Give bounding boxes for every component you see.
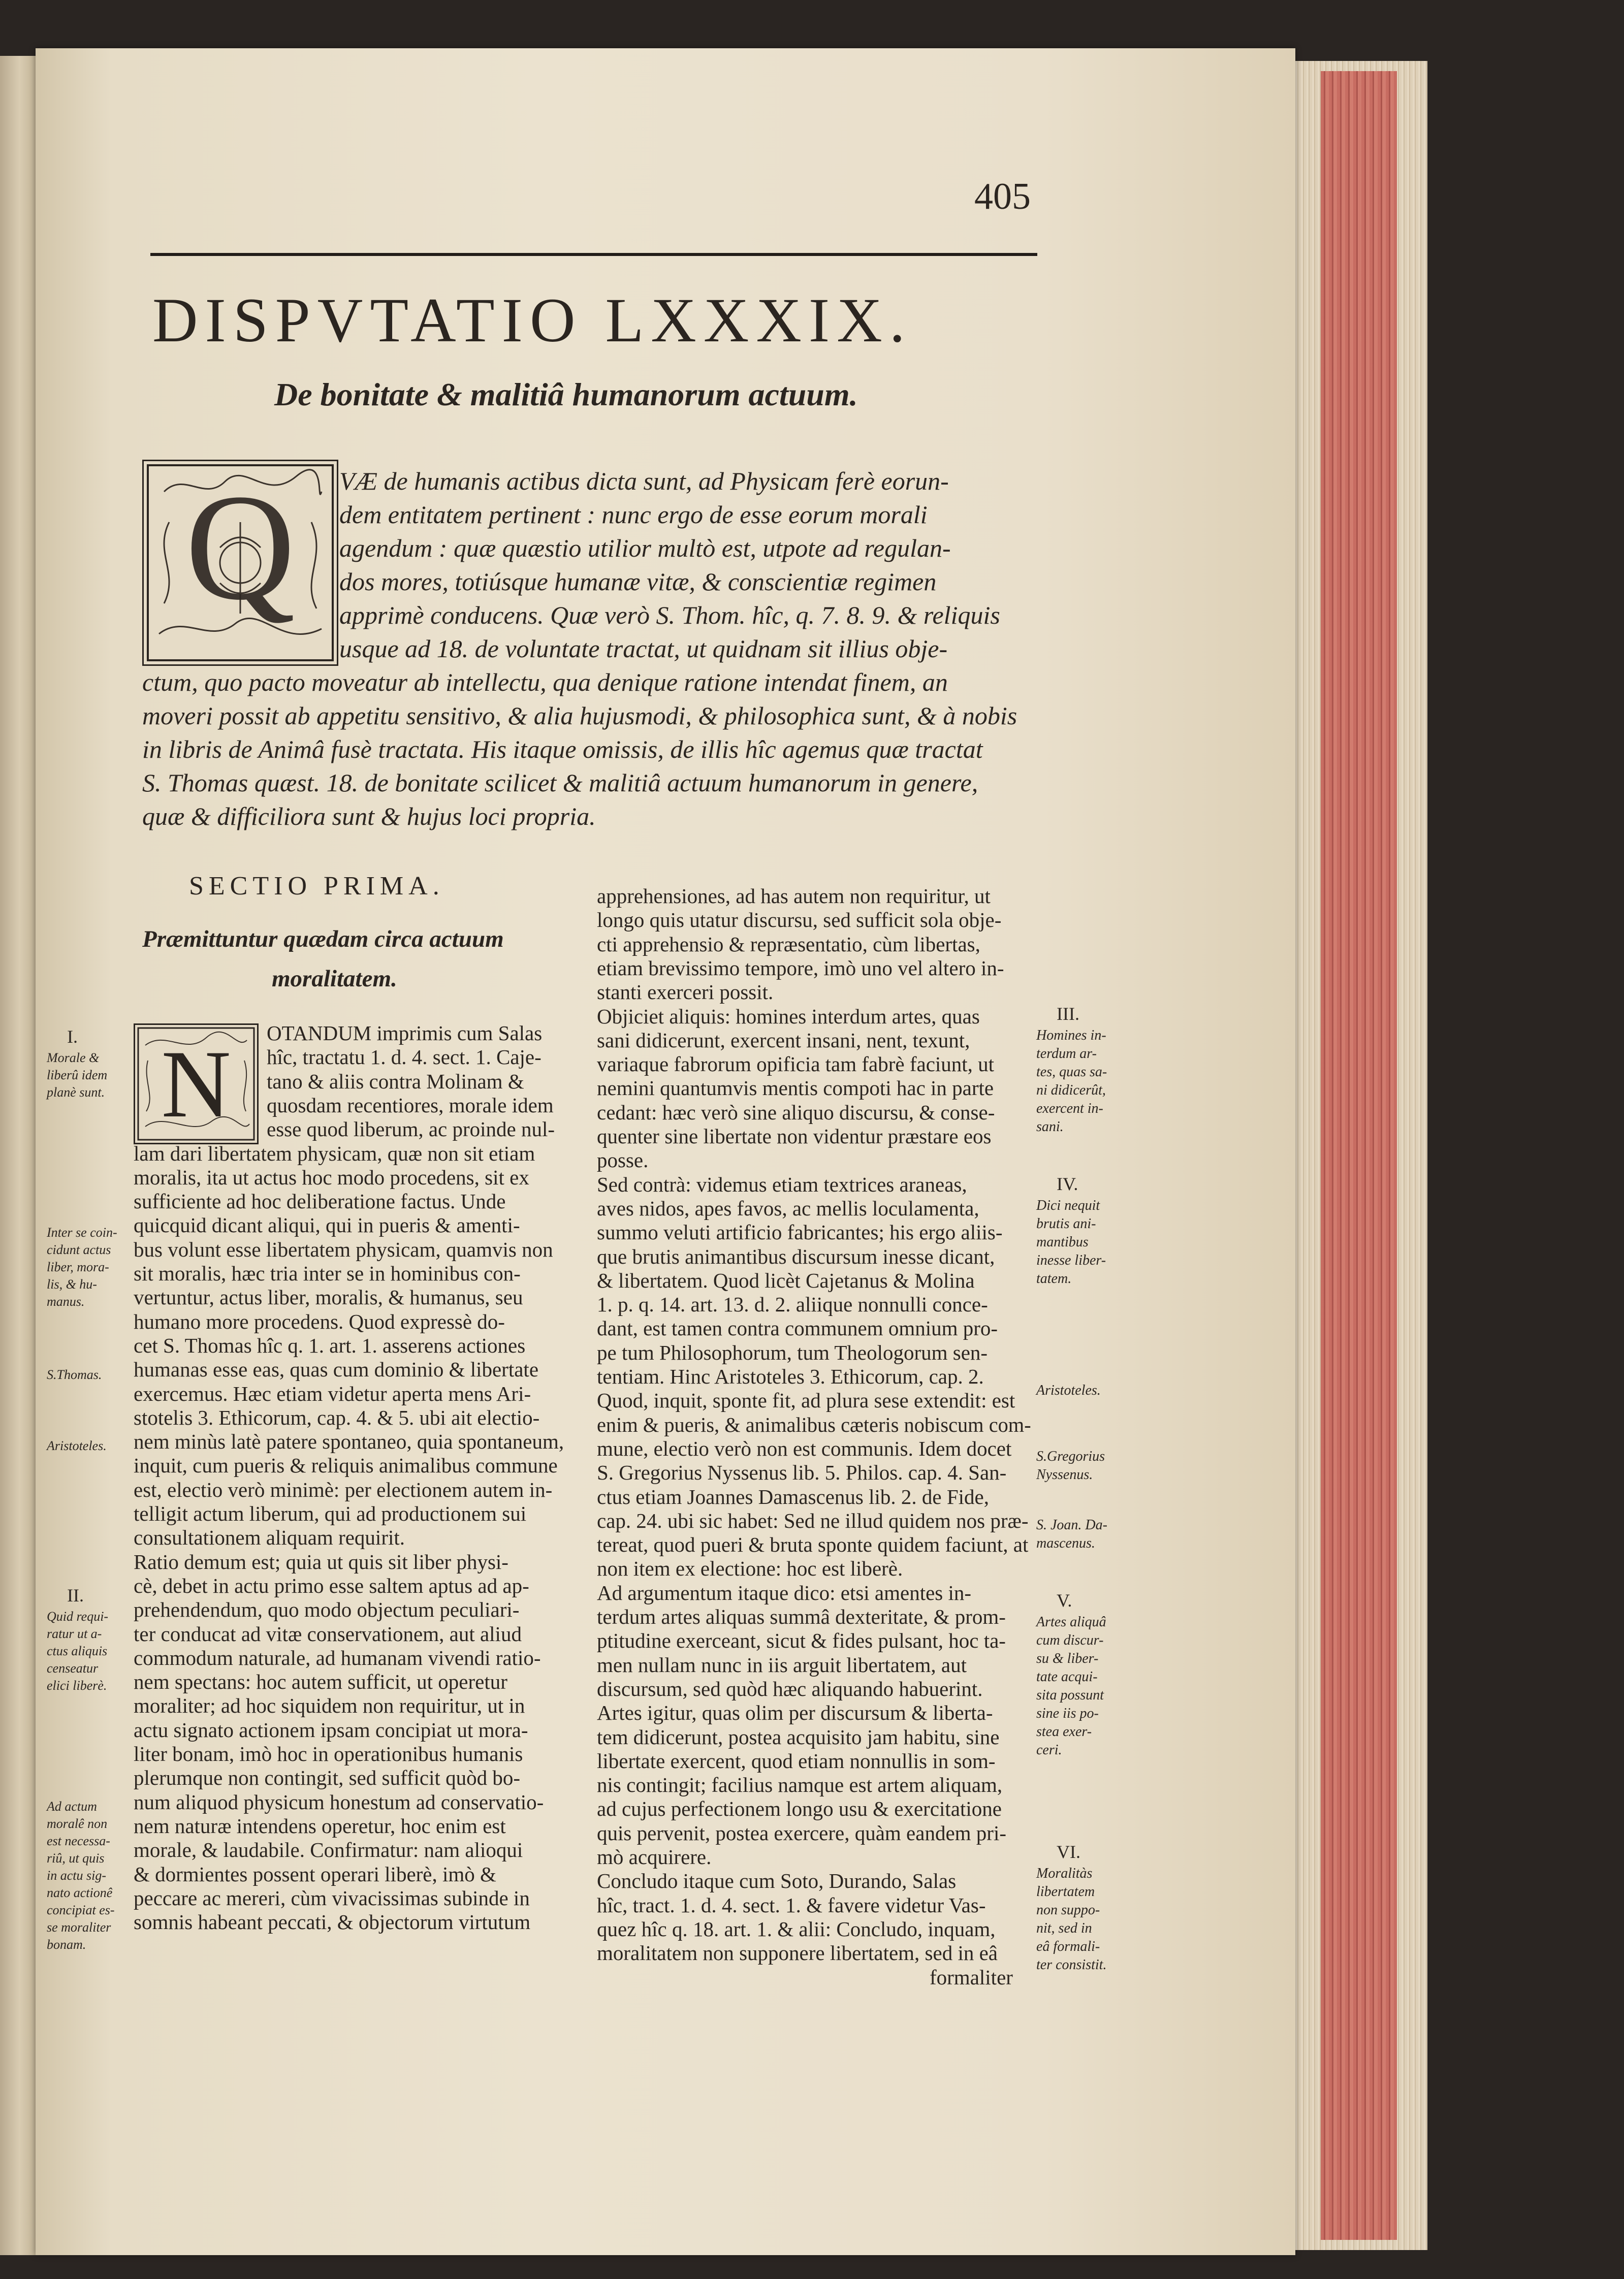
right-column-line: libertate exercent, quod etiam nonnullis in som- [597,1749,996,1773]
margin-note-line: Aristoteles. [47,1438,107,1453]
left-column-line: moraliter; ad hoc siquidem non requiritur, ut in [134,1694,525,1718]
margin-note-line: tes, quas sa- [1036,1064,1107,1080]
margin-note-line: Ad actum [47,1799,97,1814]
left-column-line: est, electio verò minimè: per electionem autem in- [134,1478,553,1501]
right-column-line: posse. [597,1148,649,1172]
right-column-line: nis contingit; facilius namque est artem aliquam, [597,1773,1003,1797]
margin-note-line: ni didicerût, [1036,1082,1106,1098]
margin-note-line: manus. [47,1294,85,1309]
disputation-title: DISPVTATIO LXXXIX. [152,285,912,355]
right-column-line: & libertatem. Quod licèt Cajetanus & Molina [597,1268,975,1292]
ornamental-initial-n [134,1023,259,1144]
intro-line: in libris de Animâ fusè tractata. His itaque omissis, de illis hîc agemus quæ tractat [142,735,983,763]
left-column-line: nem minùs latè patere spontaneo, quia spontaneum, [134,1430,564,1454]
right-column-line: Ad argumentum itaque dico: etsi amentes in- [597,1581,972,1604]
margin-note-line: Aristoteles. [1036,1383,1101,1398]
left-column-line: quosdam recentiores, morale idem [267,1093,554,1117]
margin-note-line: mascenus. [1036,1535,1095,1551]
right-column-line: Artes igitur, quas olim per discursum & liberta- [597,1701,993,1725]
left-column-line: prehendendum, quo modo objectum peculiari- [134,1598,520,1622]
margin-note-line: Inter se coin- [47,1225,117,1240]
left-column-line: cè, debet in actu primo esse saltem aptus ad ap- [134,1574,529,1597]
margin-note-line: Quid requi- [47,1609,109,1624]
right-column-line: quis pervenit, postea exercere, quàm eandem pri- [597,1821,1006,1845]
right-column-line: cap. 24. ubi sic habet: Sed ne illud quidem nos præ- [597,1508,1029,1532]
left-column-line: OTANDUM imprimis cum Salas [267,1021,543,1045]
left-column-line: ter conducat ad vitæ conservationem, aut aliud [134,1622,522,1646]
margin-note-numeral: VI. [1057,1842,1080,1862]
left-column-line: bus volunt esse libertatem physicam, quamvis non [134,1237,553,1261]
right-column-line: mò acquirere. [597,1845,712,1869]
left-column-line: telligit actum liberum, qui ad productionem sui [134,1502,527,1525]
margin-note-line: ceri. [1036,1742,1062,1758]
initial-n-letter: N [161,1031,231,1138]
margin-note-line: brutis ani- [1036,1216,1096,1232]
intro-line: quæ & difficiliora sunt & hujus loci propria. [142,802,596,830]
margin-note-line: nit, sed in [1036,1920,1092,1936]
left-column-line: hîc, tractatu 1. d. 4. sect. 1. Caje- [267,1045,542,1069]
intro-line: ctum, quo pacto moveatur ab intellectu, qua denique ratione intendat finem, an [142,668,948,696]
right-column-line: stanti exerceri possit. [597,980,774,1004]
margin-note-line: mantibus [1036,1234,1089,1250]
margin-note-line: su & liber- [1036,1651,1099,1666]
margin-note-line: ter consistit. [1036,1957,1107,1973]
margin-note-line: stea exer- [1036,1724,1092,1740]
left-column-line: cet S. Thomas hîc q. 1. art. 1. asserens actiones [134,1333,526,1357]
margin-note-line: libertatem [1036,1884,1095,1900]
right-column-line: ctus etiam Joannes Damascenus lib. 2. de Fide, [597,1485,989,1508]
left-column-line: sufficiente ad hoc deliberatione factus. Unde [134,1190,506,1213]
page-number: 405 [974,176,1031,217]
margin-note-line: Morale & [47,1050,100,1065]
left-column-line: humanas esse eas, quas cum dominio & libertate [134,1358,539,1382]
margin-note-line: ctus aliquis [47,1644,108,1658]
left-column-line: somnis habeant peccati, & objectorum virtutum [134,1910,531,1934]
left-column-line: nem naturæ intendens operetur, hoc enim est [134,1814,506,1838]
right-column-line: non item ex electione: hoc est liberè. [597,1557,903,1581]
margin-note-line: se moraliter [47,1920,111,1935]
margin-note-line: bonam. [47,1937,86,1952]
margin-note-line: riû, ut quis [47,1851,105,1866]
right-column-line: etiam brevissimo tempore, imò uno vel altero in- [597,956,1004,980]
initial-q-letter: Q [185,463,296,631]
margin-note-line: Homines in- [1036,1028,1106,1043]
intro-line: dem entitatem pertinent : nunc ergo de esse eorum morali [339,500,928,529]
right-column-line: sani didicerunt, exercent insani, nent, texunt, [597,1028,970,1052]
right-column-line: pe tum Philosophorum, tum Theologorum sen- [597,1340,988,1364]
ornamental-initial-q [142,460,338,666]
margin-note-numeral: III. [1057,1004,1079,1024]
right-column-line: nemini quantumvis mentis compoti hac in parte [597,1076,994,1100]
margin-note-line: tatem. [1036,1271,1072,1287]
left-column-line: moralis, ita ut actus hoc modo procedens, sit ex [134,1165,529,1189]
margin-note-line: liberû idem [47,1068,108,1082]
intro-line: usque ad 18. de voluntate tractat, ut quidnam sit illius obje- [339,634,948,663]
ornament-q-icon [144,461,337,664]
margin-note-line: in actu sig- [47,1868,106,1883]
left-column-line: Ratio demum est; quia ut quis sit liber physi- [134,1550,508,1574]
left-column-line: actu signato actionem ipsam concipiat ut mora- [134,1718,528,1742]
margin-note-line: tate acqui- [1036,1669,1098,1685]
right-column-line: ptitudine exerceant, sicut & fides pulsant, hoc ta- [597,1629,1006,1653]
right-column-line: variaque fabrorum opificia tam fabrè faciunt, ut [597,1052,995,1076]
intro-line: VÆ de humanis actibus dicta sunt, ad Physicam ferè eorun- [339,467,949,495]
margin-note-line: sani. [1036,1119,1064,1135]
margin-note-line: Artes aliquâ [1036,1614,1106,1630]
right-column-line: Sed contrà: videmus etiam textrices araneas, [597,1172,967,1196]
margin-note-line: Nyssenus. [1036,1467,1093,1483]
intro-line: apprimè conducens. Quæ verò S. Thom. hîc, q. 7. 8. 9. & reliquis [339,601,1000,629]
left-column-line: liter bonam, imò hoc in operationibus humanis [134,1742,523,1766]
right-column-line: que brutis animantibus discursum inesse dicant, [597,1244,995,1268]
right-column-line: summo veluti artificio fabricantes; his ergo aliis- [597,1221,1003,1244]
right-column-line: men nullam nunc in iis arguit libertatem, aut [597,1653,967,1677]
margin-note-line: est necessa- [47,1834,110,1848]
right-column-line: quenter sine libertate non videntur præstare eos [597,1125,992,1148]
left-column-line: inquit, cum pueris & reliquis animalibus commune [134,1454,558,1478]
margin-note-line: ratur ut a- [47,1626,102,1641]
right-column-line: moralitatem non supponere libertatem, sed in eâ [597,1941,998,1965]
section-title-line: Præmittuntur quædam circa actuum [142,926,504,952]
margin-note-line: Dici nequit [1036,1198,1100,1213]
right-column-line: aves nidos, apes favos, ac mellis loculamenta, [597,1196,979,1220]
right-column-line: Concludo itaque cum Soto, Durando, Salas [597,1869,957,1893]
margin-note-numeral: V. [1057,1590,1072,1611]
margin-note-line: cum discur- [1036,1632,1104,1648]
right-column-line: apprehensiones, ad has autem non requiritur, ut [597,884,991,908]
margin-note-numeral: I. [67,1026,78,1047]
left-column-line: stotelis 3. Ethicorum, cap. 4. & 5. ubi ait electio- [134,1405,540,1429]
margin-note-line: planè sunt. [47,1085,105,1100]
margin-note-line: Moralitàs [1036,1866,1093,1881]
left-column-line: quicquid dicant aliqui, qui in pueris & amenti- [134,1213,520,1237]
margin-note-line: S.Thomas. [47,1367,102,1382]
left-column-line: plerumque non contingit, sed sufficit quòd bo- [134,1766,521,1790]
margin-note-line: S.Gregorius [1036,1449,1105,1464]
margin-note-line: inesse liber- [1036,1253,1106,1268]
right-column-line: enim & pueris, & animalibus cæteris nobiscum com- [597,1413,1031,1436]
left-column-line: humano more procedens. Quod expressè do- [134,1309,505,1333]
left-column-line: commodum naturale, ad humanam vivendi ratio- [134,1646,541,1670]
intro-line: agendum : quæ quæstio utilior multò est, utpote ad regulan- [339,534,951,562]
right-column-line: S. Gregorius Nyssenus lib. 5. Philos. cap. 4. San- [597,1461,1007,1485]
right-column-line: Quod, inquit, sponte fit, ad plura sese extendit: est [597,1389,1015,1413]
left-column-line: nem spectans: hoc autem sufficit, ut operetur [134,1670,507,1694]
left-column-line: num aliquod physicum honestum ad conservatio- [134,1790,544,1814]
right-column-line: formaliter [930,1965,1013,1989]
section-heading: SECTIO PRIMA. [189,872,444,901]
left-column-line: exercemus. Hæc etiam videtur aperta mens Ari- [134,1382,531,1405]
margin-note-line: S. Joan. Da- [1036,1517,1107,1533]
margin-note-line: eâ formali- [1036,1939,1100,1954]
margin-note-line: terdum ar- [1036,1046,1097,1062]
right-column-line: Objiciet aliquis: homines interdum artes, quas [597,1004,980,1028]
right-column-line: terdum artes aliquas summâ dexteritate, & prom- [597,1605,1006,1628]
right-column-line: tentiam. Hinc Aristoteles 3. Ethicorum, cap. 2. [597,1365,984,1388]
section-title-line: moralitatem. [272,966,397,992]
right-column-line: discursum, sed quòd hæc aliquando habuerint. [597,1677,983,1700]
disputation-subtitle: De bonitate & malitiâ humanorum actuum. [274,376,858,412]
right-column-line: dant, est tamen contra communem omnium pro- [597,1317,998,1340]
right-column-line: longo quis utatur discursu, sed sufficit sola obje- [597,908,1002,932]
header-rule [150,253,1037,256]
left-column-line: vertuntur, actus liber, moralis, & humanus, seu [134,1286,523,1309]
right-column-line: 1. p. q. 14. art. 13. d. 2. aliique nonnulli conce- [597,1293,988,1317]
right-column-line: mune, electio verò non est communis. Idem docet [597,1436,1012,1460]
margin-note-line: moralê non [47,1816,108,1831]
margin-note-line: non suppo- [1036,1902,1100,1918]
right-column-line: cedant: hæc verò sine aliquo discursu, & conse- [597,1100,995,1124]
margin-note-line: lis, & hu- [47,1277,97,1292]
intro-line: moveri possit ab appetitu sensitivo, & alia hujusmodi, & philosophica sunt, & à nobis [142,701,1017,730]
ornament-n-icon [135,1025,257,1143]
right-column-line: tem didicerunt, postea acquisito jam habitu, sine [597,1725,1000,1749]
margin-note-line: concipiat es- [47,1903,115,1917]
left-column-line: esse quod liberum, ac proinde nul- [267,1117,555,1141]
intro-line: dos mores, totiúsque humanæ vitæ, & conscientiæ regimen [339,567,937,596]
margin-note-numeral: IV. [1057,1174,1078,1194]
margin-note-line: sita possunt [1036,1687,1104,1703]
left-column-line: sit moralis, hæc tria inter se in hominibus con- [134,1262,521,1285]
left-column-line: lam dari libertatem physicam, quæ non sit etiam [134,1141,535,1165]
left-column-line: peccare ac mereri, cùm vivacissimas subinde in [134,1886,530,1910]
left-column-line: tano & aliis contra Molinam & [267,1069,524,1093]
margin-note-line: liber, mora- [47,1260,109,1274]
margin-note-line: censeatur [47,1661,99,1676]
right-column-line: cti apprehensio & repræsentatio, cùm libertas, [597,932,980,956]
intro-line: S. Thomas quæst. 18. de bonitate scilicet & malitiâ actuum humanorum in genere, [142,768,978,797]
margin-note-numeral: II. [67,1585,84,1606]
right-column-line: quez hîc q. 18. art. 1. & alii: Concludo, inquam, [597,1917,996,1941]
left-column-line: & dormientes possent operari liberè, imò & [134,1862,496,1886]
margin-note-line: cidunt actus [47,1242,111,1257]
right-column-line: hîc, tract. 1. d. 4. sect. 1. & favere videtur Vas- [597,1893,986,1917]
margin-note-line: exercent in- [1036,1101,1103,1116]
margin-note-line: sine iis po- [1036,1706,1099,1721]
left-column-line: morale, & laudabile. Confirmatur: nam alioqui [134,1838,523,1862]
right-column-line: tereat, quod pueri & bruta sponte quidem faciunt, at [597,1533,1029,1557]
margin-note-line: nato actionê [47,1885,113,1900]
left-column-line: consultationem aliquam requirit. [134,1526,405,1550]
right-column-line: ad cujus perfectionem longo usu & exercitatione [597,1797,1002,1821]
margin-note-line: elici liberè. [47,1678,107,1693]
